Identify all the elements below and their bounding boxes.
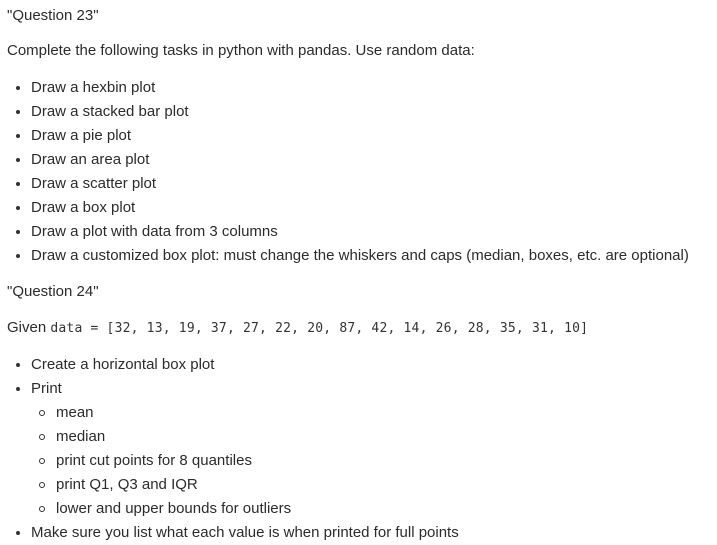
bullet-icon: [16, 158, 20, 162]
bullet-icon: [16, 86, 20, 90]
given-data-line: Given data = [32, 13, 19, 37, 27, 22, 20, 87, 42, 14, 26, 28, 35, 31, 10]: [7, 319, 589, 336]
bullet-icon: [16, 110, 20, 114]
bullet-icon: [16, 531, 20, 535]
circle-bullet-icon: [39, 506, 45, 512]
data-code: data = [32, 13, 19, 37, 27, 22, 20, 87, 42, 14, 26, 28, 35, 31, 10]: [50, 321, 589, 336]
circle-bullet-icon: [39, 410, 45, 416]
question-24-heading: "Question 24": [7, 283, 99, 300]
bullet-icon: [16, 254, 20, 258]
circle-bullet-icon: [39, 458, 45, 464]
question-23-heading: "Question 23": [7, 7, 99, 24]
question-23-intro: Complete the following tasks in python with pandas. Use random data:: [7, 42, 475, 59]
bullet-icon: [16, 387, 20, 391]
document-page: "Question 23" Complete the following tasks in python with pandas. Use random data: Draw a hexbin plot Draw a stacked bar plot Draw a pie plot Draw an area plot Draw a scatter plot Draw a box plot Draw a plot with data from 3 columns Draw a customized box plot: must change the whiskers and caps (median, boxes, etc. are optional) "Question 24" Given data = [32, 13, 19, 37, 27, 22, 20, 87, 42, 14, 26, 28, 35, 31, 10] Create a horizontal box plot Print mean median print cut points for 8 quantiles print Q1, Q3 and IQR lower and upper bounds for outliers Make sure you list what each value is when printed for full points: [7, 7, 689, 541]
bullet-icon: [16, 363, 20, 367]
bullet-icon: [16, 230, 20, 234]
bullet-icon: [16, 134, 20, 138]
circle-bullet-icon: [39, 482, 45, 488]
circle-bullet-icon: [39, 434, 45, 440]
bullet-icon: [16, 182, 20, 186]
bullet-icon: [16, 206, 20, 210]
